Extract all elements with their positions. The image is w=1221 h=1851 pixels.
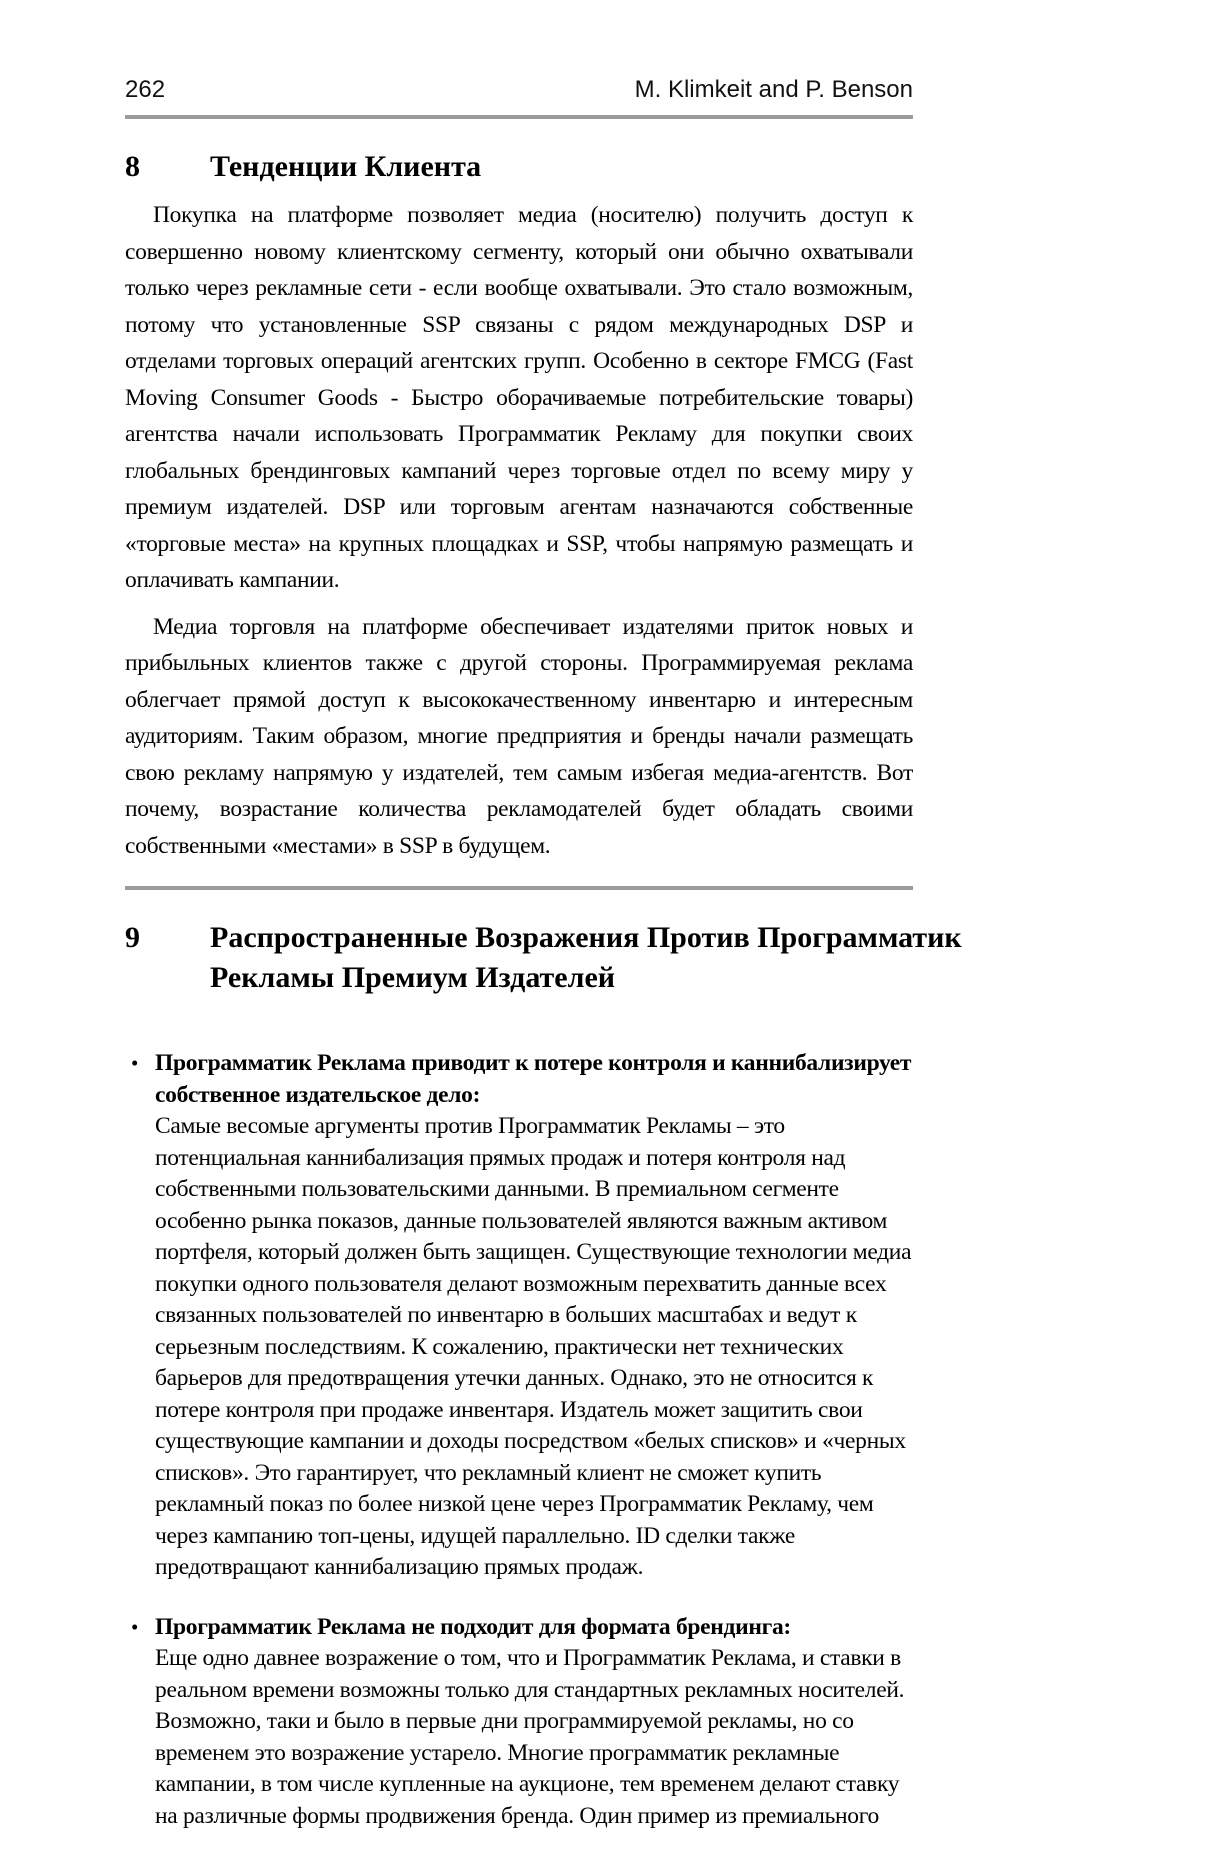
section-9-title [210, 918, 962, 998]
page-number: 262 [125, 76, 166, 103]
running-head [125, 76, 913, 104]
bullet-body: Еще одно давнее возражение о том, что и Программатик Реклама, и ставки в реальном времени возможны только для стандартных рекламных носителей. Возможно, таки и было в первые дни программируемой рекламы, но со временем это возражение устарело. Многие программатик рекламные кампании, в том числе купленные на аукционе, тем временем делают ставку на различные формы продвижения бренда. Один пример из премиального [155, 1645, 905, 1829]
paragraph-2: Медиа торговля на платформе обеспечивает издателями приток новых и прибыльных клиентов также с другой стороны. Программируемая реклама облегчает прямой доступ к высококачественному инвентарю и интересным аудиториям. Таким образом, многие предприятия и бренды начали размещать свою рекламу напрямую у издателей, тем самым избегая медиа-агентств. Вот почему, возрастание количества рекламодателей будет обладать своими собственными «местами» в SSP в будущем. [125, 613, 913, 859]
section-8-title: Тенденции Клиента [210, 150, 482, 183]
bullet-heading: Программатик Реклама не подходит для формата брендинга: [155, 1613, 791, 1640]
bullet-item [125, 1612, 913, 1833]
paragraph-1: Покупка на платформе позволяет медиа (носителю) получить доступ к совершенно новому клиентскому сегменту, который они обычно охватывали только через рекламные сети - если вообще охватывали. Это стало возможным, потому что установленные SSP связаны с рядом международных DSP и отделами торговых операций агентских групп. Особенно в секторе FMCG (Fast Moving Consumer Goods - Быстро оборачиваемые потребительские товары) агентства начали использовать Программатик Рекламу для покупки своих глобальных брендинговых кампаний через торговые отдел по всему миру у премиум издателей. DSP или торговым агентам назначаются собственные «торговые места» на крупных площадках и SSP, чтобы напрямую размещать и оплачивать кампании. [125, 202, 913, 593]
section-8-heading [125, 147, 913, 187]
running-head-authors: M. Klimkeit and P. Benson [634, 76, 913, 103]
bullet-marker-icon: • [131, 1614, 139, 1639]
section-divider-rule [125, 886, 913, 890]
section-9-title-line: Рекламы Премиум Издателей [210, 961, 616, 994]
section-8-number: 8 [125, 150, 140, 183]
section-9-number: 9 [125, 921, 140, 954]
bullet-marker-icon: • [131, 1051, 139, 1075]
bullet-body: Самые весомые аргументы против Программатик Рекламы – это потенциальная каннибализация прямых продаж и потеря контроля над собственными пользовательскими данными. В премиальном сегменте особенно рынка показов, данные пользователей являются важным активом портфеля, который должен быть защищен. Существующие технологии медиа покупки одного пользователя делают возможным перехватить данные всех связанных пользователей по инвентарю в больших масштабах и ведут к серьезным последствиям. К сожалению, практически нет технических барьеров для предотвращения утечки данных. Однако, это не относится к потере контроля при продаже инвентаря. Издатель может защитить свои существующие кампании и доходы посредством «белых списков» и «черных списков». Это гарантирует, что рекламный клиент не сможет купить рекламный показ по более низкой цене через Программатик Рекламу, чем через кампанию топ-цены, идущей параллельно. ID сделки также предотвращают каннибализацию прямых продаж. [155, 1113, 912, 1580]
bullet-item [125, 1048, 913, 1584]
bullet-text [155, 1048, 913, 1584]
bullet-text [155, 1612, 913, 1833]
bullet-heading: Программатик Реклама приводит к потере контроля и каннибализирует собственное издательское дело: [155, 1050, 912, 1108]
section-9-title-line: Распространенные Возражения Против Программатик [210, 921, 962, 954]
section-9-heading [125, 918, 962, 998]
header-rule [125, 115, 913, 119]
page-content [125, 0, 962, 1832]
objection-bullet-list [125, 1048, 913, 1832]
